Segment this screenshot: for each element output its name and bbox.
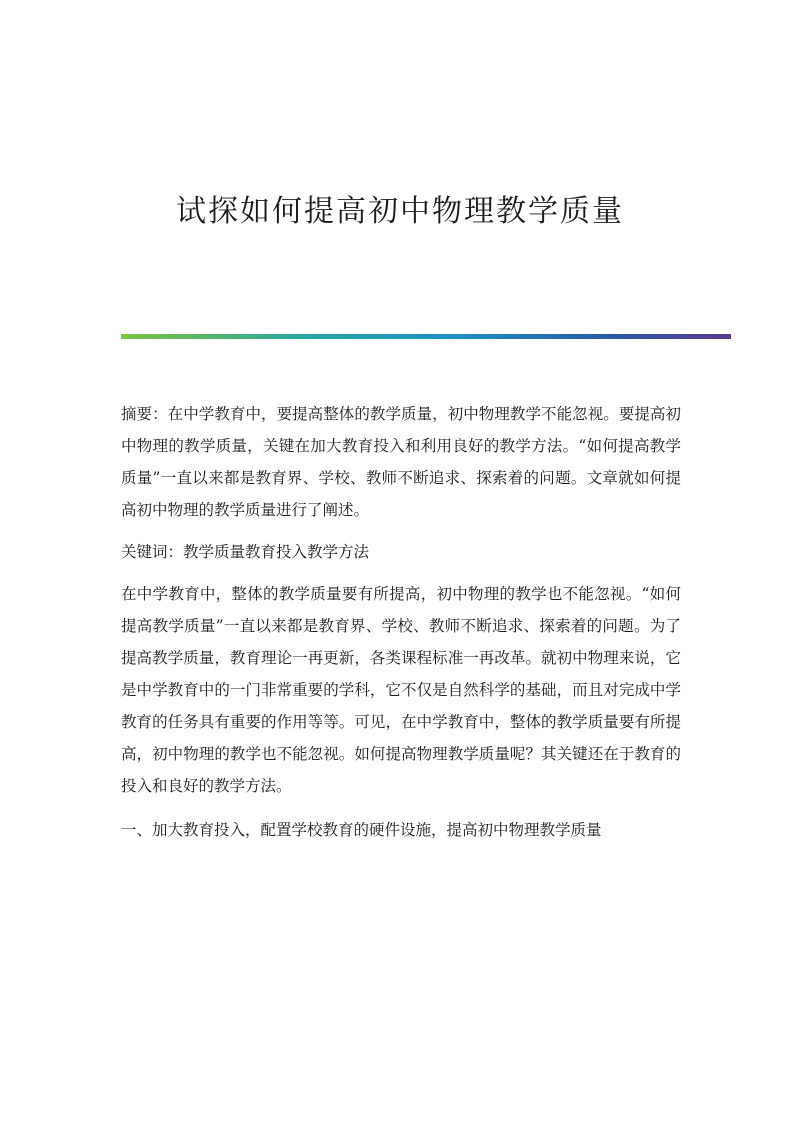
title-divider (121, 334, 731, 339)
section-heading: 一、加大教育投入，配置学校教育的硬件设施，提高初中物理教学质量 (121, 821, 602, 839)
body-paragraph: 在中学教育中，整体的教学质量要有所提高，初中物理的教学也不能忽视。“如何提高教学质量”一直以来都是教育界、学校、教师不断追求、探索着的问题。为了提高教学质量，教育理论一再更新，各类课程标准一再改革。就初中物理来说，它是中学教育中的一门非常重要的学科，它不仅是自然科学的基础，而且对完成中学教育的任务具有重要的作用等等。可见，在中学教育中，整体的教学质量要有所提高，初中物理的教学也不能忽视。如何提高物理教学质量呢？其关键还在于教育的投入和良好的教学方法。 (121, 585, 681, 795)
document-body (121, 398, 681, 856)
document-title: 试探如何提高初中物理教学质量 (176, 194, 624, 229)
keywords-paragraph: 关键词：教学质量教育投入教学方法 (121, 543, 370, 561)
abstract-paragraph: 摘要：在中学教育中，要提高整体的教学质量，初中物理教学不能忽视。要提高初中物理的教学质量，关键在加大教育投入和利用良好的教学方法。“如何提高教学质量”一直以来都是教育界、学校、教师不断追求、探索着的问题。文章就如何提高初中物理的教学质量进行了阐述。 (121, 405, 681, 519)
